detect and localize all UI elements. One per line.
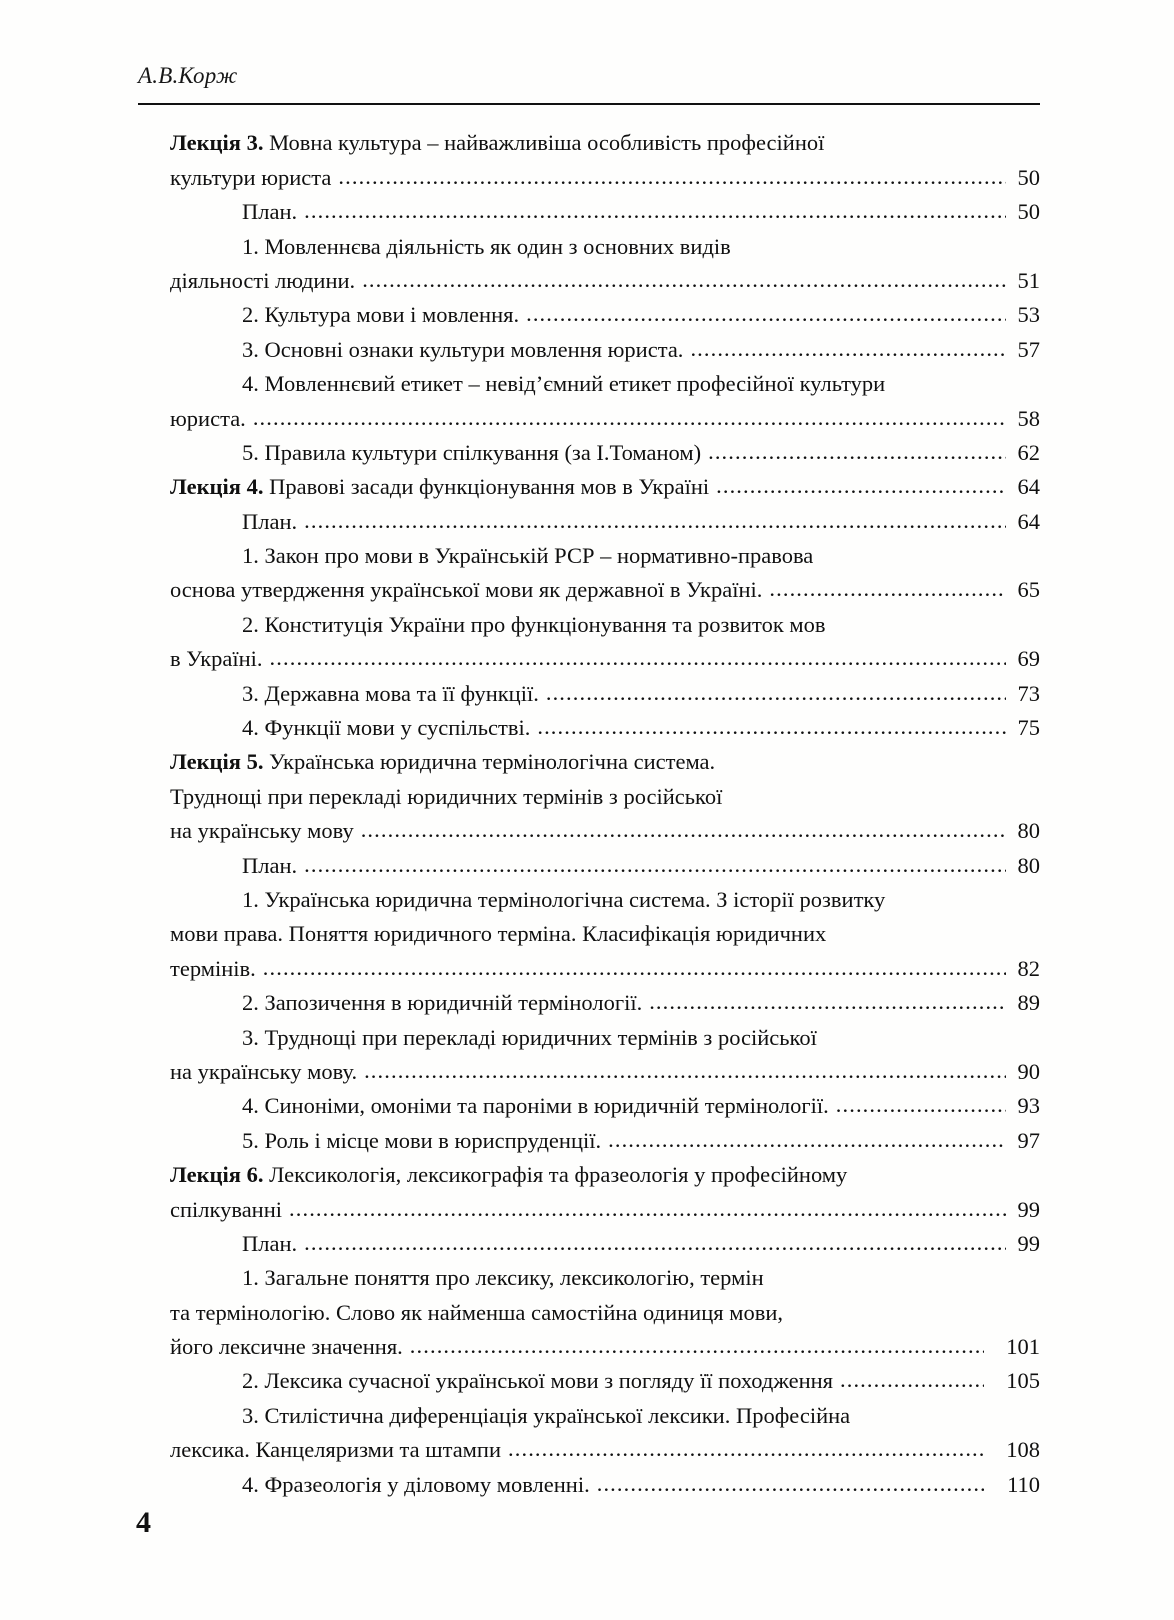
toc-entry-label: мови права. Поняття юридичного терміна. Класифікація юридичних [170, 921, 827, 947]
dot-leader [601, 1113, 1006, 1147]
toc-entry-label: 3. Державна мова та її функції. [242, 680, 539, 706]
dot-leader [701, 426, 1006, 460]
dot-leader [331, 150, 1006, 184]
toc-entry-label: Лекція 5. Українська юридична термінологічна система. [170, 749, 716, 775]
header-rule [138, 103, 1040, 105]
lecture-number-label: Лекція 3. [170, 130, 264, 156]
toc-page-number: 93 [1017, 1093, 1040, 1119]
dot-leader [355, 254, 1006, 288]
toc-page-number: 65 [1017, 577, 1040, 603]
toc-page-number: 53 [1017, 302, 1040, 328]
toc-entry-label: 5. Роль і місце мови в юриспруденції. [242, 1127, 602, 1153]
toc-page-number: 80 [1017, 852, 1040, 878]
toc-entry-label: спілкуванні [170, 1196, 283, 1222]
toc-entry-label: План. [242, 1230, 298, 1256]
toc-entry-label: діяльності людини. [170, 267, 356, 293]
toc-page-number: 64 [1017, 474, 1040, 500]
toc-page-number: 99 [1017, 1196, 1040, 1222]
dot-leader [590, 1457, 984, 1491]
toc-page-number: 73 [1017, 680, 1040, 706]
dot-leader [709, 460, 1006, 494]
dot-leader [246, 391, 1006, 425]
toc-entry-label: на українську мову [170, 818, 354, 844]
toc-page-number: 90 [1017, 1058, 1040, 1084]
toc-entry[interactable] [170, 529, 1040, 569]
toc-entry-label: Лекція 3. Мовна культура – найважливіша особливість професійної [170, 130, 825, 156]
running-head-author: А.В.Корж [138, 63, 238, 88]
toc-entry[interactable] [170, 426, 1040, 465]
toc-entry[interactable] [170, 1251, 1040, 1291]
dot-leader [722, 769, 1006, 803]
toc-entry[interactable] [170, 494, 1040, 534]
toc-entry-label: 2. Культура мови і мовлення. [242, 302, 520, 328]
toc-entry[interactable] [170, 185, 1040, 225]
toc-page-number: 108 [1006, 1437, 1040, 1463]
dot-leader [826, 597, 1006, 631]
dot-leader [297, 1217, 1006, 1251]
dot-leader [826, 907, 1006, 941]
dot-leader [850, 1388, 1006, 1422]
toc-entry-label: 3. Стилістична диференціація української лексики. Професійна [242, 1402, 851, 1428]
toc-page-number: 62 [1017, 439, 1040, 465]
dot-leader [824, 116, 1006, 150]
lecture-number-label: Лекція 5. [170, 749, 264, 775]
dot-leader [829, 1079, 1006, 1113]
toc-entry-label: 3. Труднощі при перекладі юридичних термінів з російської [242, 1024, 817, 1050]
dot-leader [354, 804, 1006, 838]
toc-page-number: 69 [1017, 646, 1040, 672]
toc-entry-label: План. [242, 852, 298, 878]
toc-page-number: 99 [1017, 1230, 1040, 1256]
dot-leader [683, 322, 1006, 356]
toc-page-number: 57 [1017, 336, 1040, 362]
toc-lecture-heading[interactable] [170, 116, 1040, 156]
running-head [138, 62, 1040, 90]
toc-page-number: 80 [1017, 818, 1040, 844]
toc-entry[interactable] [170, 838, 1040, 878]
toc-page-number: 51 [1017, 267, 1040, 293]
dot-leader [530, 701, 1006, 735]
toc-page-number: 82 [1017, 955, 1040, 981]
dot-leader [642, 976, 1006, 1010]
toc-entry-label: юриста. [170, 405, 246, 431]
toc-entry-label: лексика. Канцеляризми та штампи [170, 1437, 502, 1463]
dot-leader [813, 529, 1006, 563]
toc-entry-label: в Україні. [170, 646, 263, 672]
toc-entry-label: Лекція 6. Лексикологія, лексикографія та фразеологія у професійному [170, 1162, 848, 1188]
dot-leader [847, 1148, 1006, 1182]
toc-page-number: 97 [1017, 1127, 1040, 1153]
dot-leader [715, 735, 1006, 769]
toc-entry[interactable] [170, 1182, 1040, 1222]
toc-entry-label: його лексичне значення. [170, 1334, 403, 1360]
toc-entry-label: на українську мову. [170, 1058, 358, 1084]
toc-entry-label: 1. Українська юридична термінологічна система. З історії розвитку [242, 886, 886, 912]
toc-entry-label: 4. Мовленнєвий етикет – невід’ємний етикет професійної культури [242, 371, 886, 397]
toc-entry-label: Лекція 4. Правові засади функціонування мов в Україні [170, 474, 710, 500]
toc-entry[interactable] [170, 666, 1040, 706]
toc-entry-label: 1. Закон про мови в Українській РСР – нормативно-правова [242, 543, 814, 569]
toc-entry-label: культури юриста [170, 164, 332, 190]
dot-leader [519, 288, 1006, 322]
toc-entry-label: та термінологію. Слово як найменша самостійна одиниця мови, [170, 1299, 783, 1325]
dot-leader [282, 1182, 1006, 1216]
toc-entry[interactable] [170, 873, 1040, 912]
dot-leader [403, 1320, 984, 1354]
toc-entry-label: 2. Лексика сучасної української мови з погляду її походження [242, 1368, 833, 1394]
toc-page-number: 50 [1017, 199, 1040, 225]
toc-page-number: 75 [1017, 715, 1040, 741]
dot-leader [817, 1010, 1006, 1044]
toc-entry-label: Труднощі при перекладі юридичних термінів з російської [170, 783, 723, 809]
dot-leader [885, 357, 1006, 391]
dot-leader [297, 494, 1006, 528]
dot-leader [762, 563, 1006, 597]
toc-page-number: 58 [1017, 405, 1040, 431]
toc-entry-label: План. [242, 508, 298, 534]
toc-page-number: 110 [1007, 1471, 1040, 1497]
toc-entry[interactable] [170, 632, 1040, 672]
toc-entry-label: 1. Загальне поняття про лексику, лексикологію, термін [242, 1265, 764, 1291]
lecture-number-label: Лекція 4. [170, 474, 264, 500]
dot-leader [885, 873, 1006, 907]
toc-entry-label: основа утвердження української мови як державної в Україні. [170, 577, 763, 603]
dot-leader [833, 1354, 984, 1388]
table-of-contents [170, 116, 1040, 1497]
dot-leader [539, 666, 1006, 700]
lecture-number-label: Лекція 6. [170, 1162, 264, 1188]
toc-entry-label: 2. Запозичення в юридичній термінології. [242, 990, 643, 1016]
toc-entry-label: 5. Правила культури спілкування (за І.Томаном) [242, 439, 702, 465]
toc-page-number: 89 [1017, 990, 1040, 1016]
toc-page-number: 101 [1006, 1334, 1040, 1360]
dot-leader [731, 219, 1006, 253]
toc-entry-label: 3. Основні ознаки культури мовлення юриста. [242, 336, 684, 362]
toc-entry[interactable] [170, 219, 1040, 259]
dot-leader [263, 632, 1006, 666]
dot-leader [357, 1045, 1006, 1079]
dot-leader [764, 1251, 1006, 1285]
dot-leader [783, 1285, 1006, 1319]
toc-entry-label: 4. Синоніми, омоніми та пароніми в юридичній термінології. [242, 1093, 829, 1119]
toc-entry[interactable] [170, 391, 1040, 431]
toc-entry[interactable] [170, 941, 1040, 981]
toc-entry-label: 4. Фразеологія у діловому мовленні. [242, 1471, 590, 1497]
dot-leader [501, 1423, 984, 1457]
toc-entry[interactable] [170, 976, 1040, 1016]
toc-page-number: 50 [1017, 164, 1040, 190]
toc-entry-label: 2. Конституція України про функціонування та розвиток мов [242, 611, 826, 637]
toc-entry-label: План. [242, 199, 298, 225]
toc-entry-label: 4. Функції мови у суспільстві. [242, 715, 531, 741]
dot-leader [297, 185, 1006, 219]
dot-leader [297, 838, 1006, 872]
page-number-folio: 4 [136, 1506, 151, 1539]
dot-leader [256, 941, 1006, 975]
toc-entry[interactable] [170, 1217, 1040, 1256]
toc-page-number: 64 [1017, 508, 1040, 534]
toc-entry-label: 1. Мовленнєва діяльність як один з основних видів [242, 233, 731, 259]
toc-entry-label: термінів. [170, 955, 256, 981]
toc-page-number: 105 [1006, 1368, 1040, 1394]
